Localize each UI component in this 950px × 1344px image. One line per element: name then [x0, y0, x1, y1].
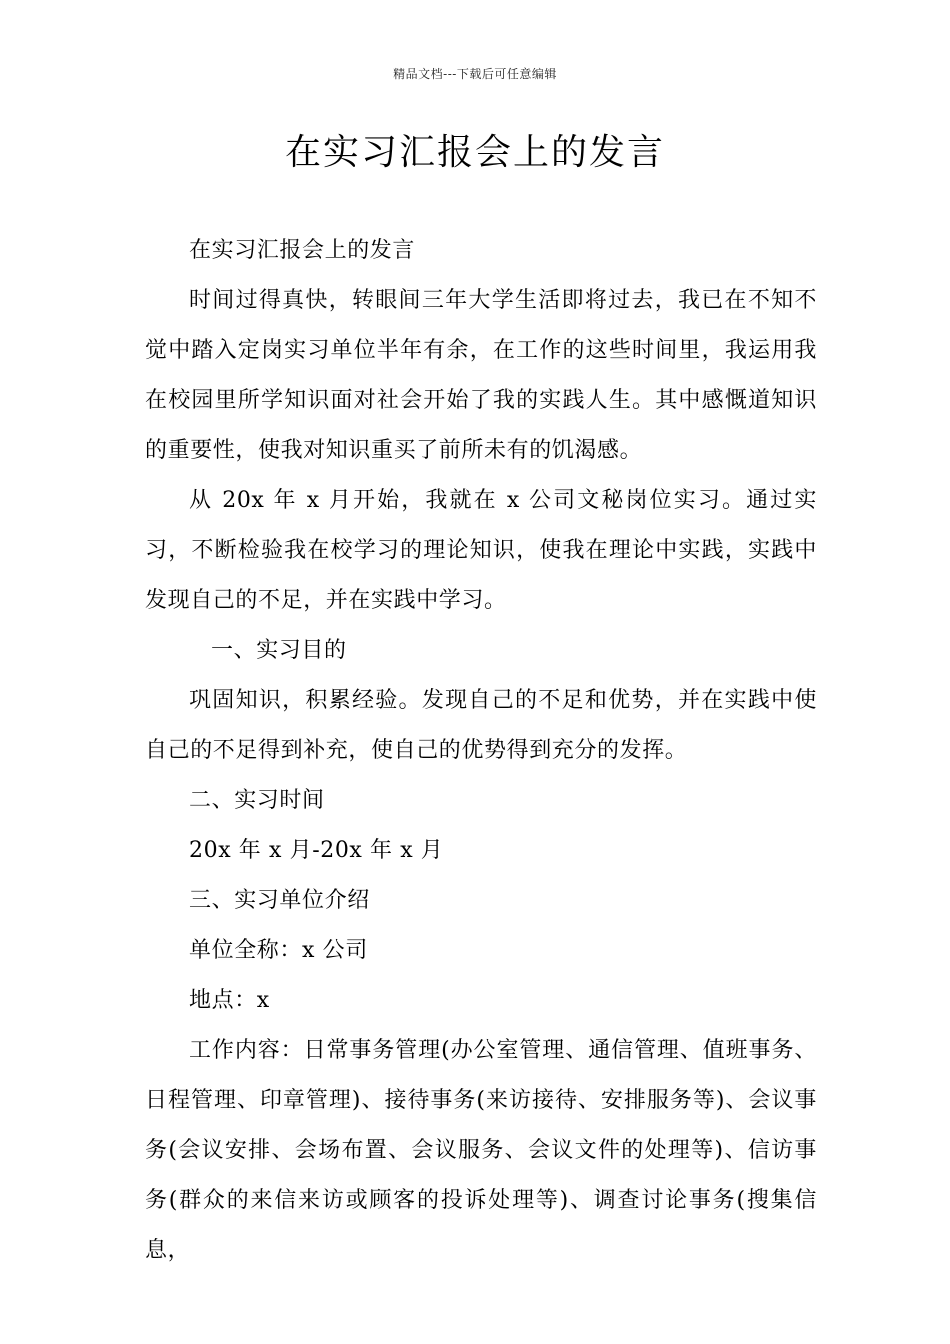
section-heading-time: 二、实习时间: [189, 788, 325, 813]
document-title: 在实习汇报会上的发言: [284, 132, 665, 173]
paragraph-company-name: 单位全称：x 公司: [189, 938, 368, 963]
paragraph-work-content: 工作内容：日常事务管理(办公室管理、通信管理、值班事务、日程管理、印章管理)、接待事务(来访接待、安排服务等)、会议事务(会议安排、会场布置、会议服务、会议文件的处理等)、信访事务(群众的来信来访或顾客的投诉处理等)、调查讨论事务(搜集信息，: [145, 1038, 817, 1263]
paragraph-intro: 时间过得真快，转眼间三年大学生活即将过去，我已在不知不觉中踏入定岗实习单位半年有余，在工作的这些时间里，我运用我在校园里所学知识面对社会开始了我的实践人生。其中感慨道知识的重要性，使我对知识重买了前所未有的饥渴感。: [145, 288, 817, 463]
section-heading-company: 三、实习单位介绍: [189, 888, 370, 913]
paragraph-time: 20x 年 x 月-20x 年 x 月: [189, 838, 444, 863]
paragraph-location: 地点：x: [189, 988, 270, 1013]
paragraph-purpose: 巩固知识，积累经验。发现自己的不足和优势，并在实践中使自己的不足得到补充，使自己的优势得到充分的发挥。: [145, 688, 817, 763]
section-heading-purpose: 一、实习目的: [211, 638, 347, 663]
document-body: [145, 226, 817, 1276]
paragraph-internship-start: 从 20x 年 x 月开始，我就在 x 公司文秘岗位实习。通过实习，不断检验我在校学习的理论知识，使我在理论中实践，实践中发现自己的不足，并在实践中学习。: [145, 488, 817, 613]
header-note: 精品文档---下载后可任意编辑: [393, 67, 557, 81]
paragraph-subtitle: 在实习汇报会上的发言: [189, 238, 416, 263]
